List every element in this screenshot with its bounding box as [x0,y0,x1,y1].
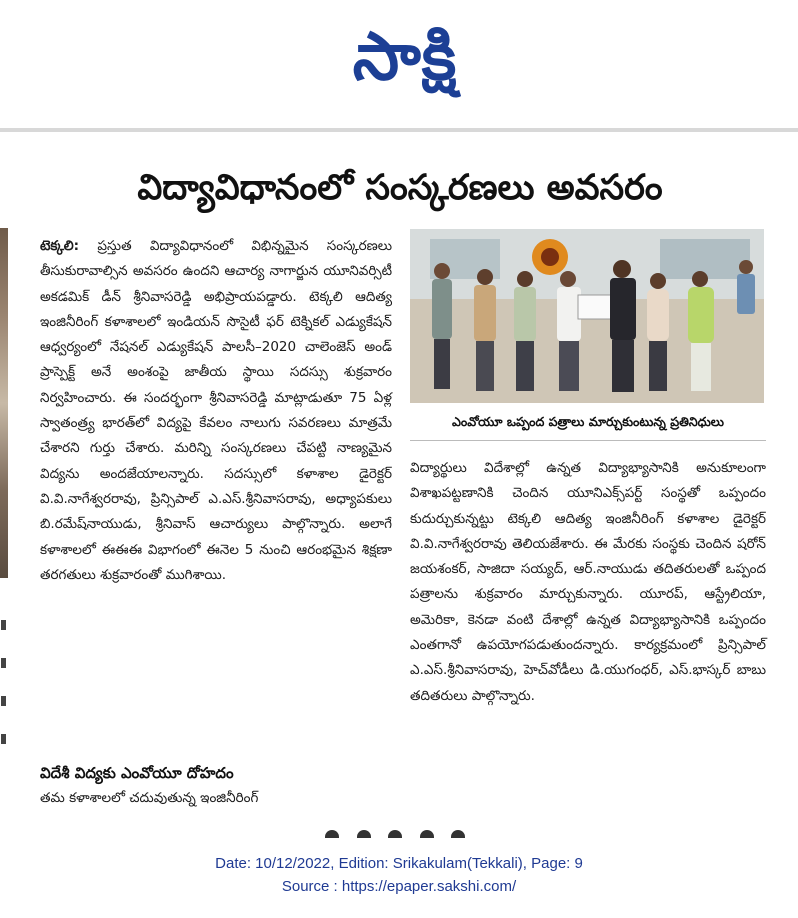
left-column [40,234,392,764]
adjacent-article-image-strip [0,228,8,578]
left-body-text: ప్రస్తుత విద్యావిధానంలో విభిన్నమైన సంస్కరణలు తీసుకురావాల్సిన అవసరం ఉందని ఆచార్య నాగార్జున యూనివర్సిటీ అకడమిక్ డీన్ శ్రీనివాసరెడ్డి అభిప్రాయపడ్డారు. టెక్కలి ఆదిత్య ఇంజినీరింగ్ కళాశాలలో ఇండియన్ సొసైటీ ఫర్ టెక్నికల్ ఎడ్యుకేషన్ ఆధ్వర్యంలో నేషనల్ ఎడ్యుకేషన్ పాలసీ–2020 చాలెంజెస్ అండ్ ప్రాస్పెక్ట్ అనే అంశంపై జాతీయ స్థాయి సదస్సు శుక్రవారం నిర్వహించారు. ఈ సందర్భంగా శ్రీనివాసరెడ్డి మాట్లాడుతూ 75 ఏళ్ల స్వాతంత్ర్య భారత్‌లో విద్యపై కేవలం నాలుగు సవరణలు మాత్రమే చేశారని గుర్తు చేశారు. మరిన్ని సంస్కరణలు చేపట్టి నాణ్యమైన విద్యను అందజేయాలన్నారు. సదస్సులో కళాశాల డైరెక్టర్ వి.వి.నాగేశ్వరరావు, ప్రిన్సిపాల్ ఎ.ఎస్.శ్రీనివాసరావు, అధ్యాపకులు బి.రమేష్‌నాయుడు, శ్రీనివాస్ ఆచార్యులు పాల్గొన్నారు. అలాగే కళాశాలలో ఈఈఈ విభాగంలో ఈనెల 5 నుంచి ఆరంభమైన శిక్షణా తరగతులు శుక్రవారంతో ముగిశాయి. [40,238,393,583]
article-subheading: విదేశీ విద్యకు ఎంవోయూ దోహదం [40,764,234,782]
masthead [290,14,520,100]
dateline: టెక్కలి: [40,238,80,254]
page-separator [325,830,465,840]
masthead-divider [0,128,798,132]
adjacent-article-text-strip [0,620,8,800]
photo-caption: ఎంవోయూ ఒప్పంద పత్రాలు మార్చుకుంటున్న ప్రతినిధులు [452,414,724,429]
group-photo-icon [410,229,764,403]
caption-divider [410,440,766,441]
right-column: విద్యార్థులు విదేశాల్లో ఉన్నత విద్యాభ్యాసానికి అనుకూలంగా విశాఖపట్టణానికి చెందిన యూనిఎక్స్‌పర్ట్ సంస్థతో ఒప్పందం కుదుర్చుకున్నట్టు టెక్కలి ఆదిత్య ఇంజినీరింగ్ కళాశాల డైరెక్టర్ వి.వి.నాగేశ్వరరావు తెలియజేశారు. ఈ మేరకు సంస్థకు చెందిన షరోన్ జయశంకర్, సాజిదా సయ్యద్, ఆర్.నాయుడు తదితరులతో ఒప్పంద పత్రాలను శుక్రవారం మార్చుకున్నారు. యూరప్, ఆస్ట్రేలియా, అమెరికా, కెనడా వంటి దేశాల్లో ఉన్నత విద్యాభ్యాసానికి ఒప్పందం ఎంతగానో ఉపయోగపడుతుందన్నారు. కార్యక్రమంలో ప్రిన్సిపాల్ ఎ.ఎస్.శ్రీనివాసరావు, హెచ్‌వోడీలు డి.యుగంధర్, ఎస్.భాస్కర్ బాబు తదితరులు పాల్గొన్నారు. [410,460,766,704]
source-link[interactable]: Source : https://epaper.sakshi.com/ [281,878,517,895]
sakshi-logo: సాక్షి [352,18,458,95]
news-photo [410,229,764,403]
article-headline: విద్యావిధానంలో సంస్కరణలు అవసరం [137,168,663,208]
edition-info: Date: 10/12/2022, Edition: Srikakulam(Tekkali), Page: 9 [215,855,583,872]
left-column-continuation: తమ కళాశాలలో చదువుతున్న ఇంజినీరింగ్ [40,790,259,806]
